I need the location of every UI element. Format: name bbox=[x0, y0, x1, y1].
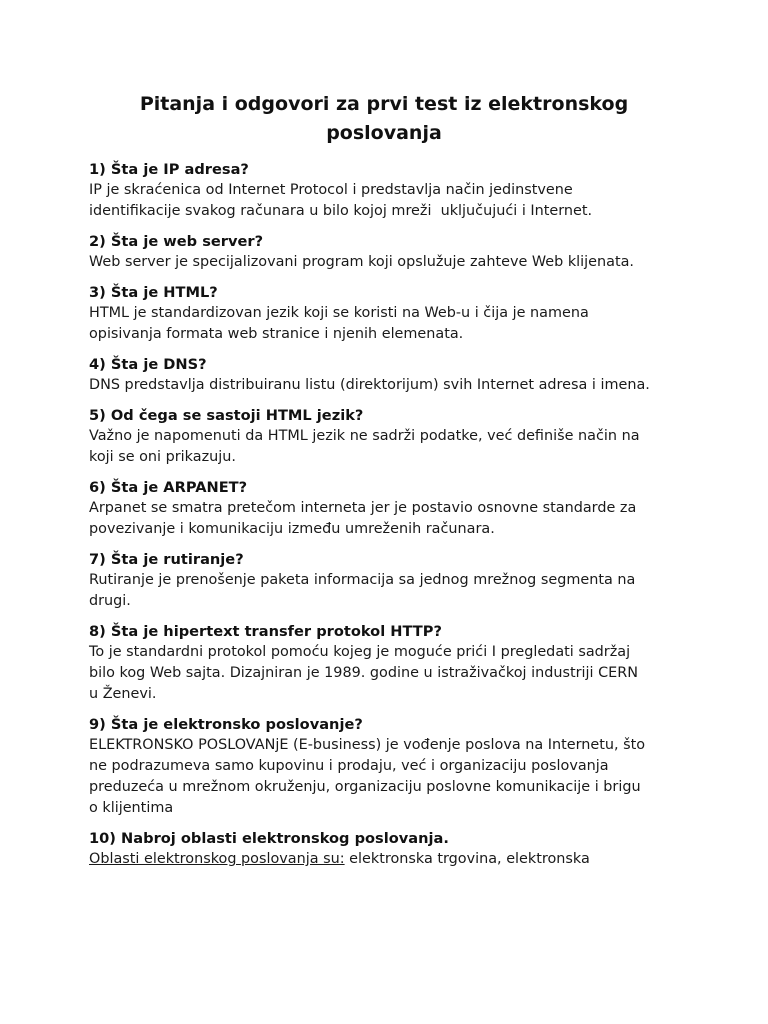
answer-line: To je standardni protokol pomoću kojeg je moguće prići I pregledati sadržaj bbox=[89, 644, 631, 660]
question-4: 4) Šta je DNS? bbox=[89, 356, 207, 373]
answer-line: bilo kog Web sajta. Dizajniran je 1989. godine u istraživačkoj industriji CERN bbox=[89, 665, 639, 681]
answer-line: koji se oni prikazuju. bbox=[89, 449, 236, 465]
qa-item-4 bbox=[89, 354, 689, 396]
answer-line: preduzeća u mrežnom okruženju, organizaciju poslovne komunikacije i brigu bbox=[89, 779, 641, 795]
question-9: 9) Šta je elektronsko poslovanje? bbox=[89, 716, 363, 733]
answer-8 bbox=[89, 642, 689, 705]
answer-9 bbox=[89, 735, 689, 819]
question-10: 10) Nabroj oblasti elektronskog poslovanja. bbox=[89, 830, 449, 847]
answer-10 bbox=[89, 849, 689, 870]
question-2: 2) Šta je web server? bbox=[89, 233, 264, 250]
answer-line bbox=[89, 849, 689, 870]
title-line-2: poslovanja bbox=[326, 122, 442, 144]
question-5: 5) Od čega se sastoji HTML jezik? bbox=[89, 407, 364, 424]
answer-line: ne podrazumeva samo kupovinu i prodaju, već i organizaciju poslovanja bbox=[89, 758, 609, 774]
answer-rest: elektronska trgovina, elektronska bbox=[344, 851, 590, 867]
answer-line: Web server je specijalizovani program koji opslužuje zahteve Web klijenata. bbox=[89, 254, 634, 270]
answer-3 bbox=[89, 303, 689, 345]
question-8: 8) Šta je hipertext transfer protokol HTTP? bbox=[89, 623, 442, 640]
qa-item-8 bbox=[89, 621, 689, 705]
answer-6 bbox=[89, 498, 689, 540]
answer-2 bbox=[89, 252, 689, 273]
answer-line: opisivanja formata web stranice i njenih elemenata. bbox=[89, 326, 464, 342]
answer-7 bbox=[89, 570, 689, 612]
answer-line: Rutiranje je prenošenje paketa informacija sa jednog mrežnog segmenta na bbox=[89, 572, 636, 588]
answer-4 bbox=[89, 375, 689, 396]
answer-line: IP je skraćenica od Internet Protocol i predstavlja način jedinstvene bbox=[89, 182, 573, 198]
answer-line: u Ženevi. bbox=[89, 686, 157, 702]
question-7: 7) Šta je rutiranje? bbox=[89, 551, 244, 568]
qa-item-7 bbox=[89, 549, 689, 612]
qa-item-10 bbox=[89, 828, 689, 870]
qa-item-1 bbox=[89, 159, 689, 222]
answer-line: Važno je napomenuti da HTML jezik ne sadrži podatke, već definiše način na bbox=[89, 428, 640, 444]
document-title bbox=[90, 90, 678, 148]
answer-line: Arpanet se smatra pretečom interneta jer je postavio osnovne standarde za bbox=[89, 500, 637, 516]
answer-5 bbox=[89, 426, 689, 468]
qa-item-6 bbox=[89, 477, 689, 540]
answer-line: ELEKTRONSKO POSLOVANjE (E-business) je vođenje poslova na Internetu, što bbox=[89, 737, 646, 753]
answer-line: drugi. bbox=[89, 593, 131, 609]
answer-1 bbox=[89, 180, 689, 222]
question-1: 1) Šta je IP adresa? bbox=[89, 161, 249, 178]
answer-line: povezivanje i komunikaciju između umreženih računara. bbox=[89, 521, 495, 537]
qa-list bbox=[89, 159, 689, 879]
answer-line: DNS predstavlja distribuiranu listu (direktorijum) svih Internet adresa i imena. bbox=[89, 377, 650, 393]
qa-item-3 bbox=[89, 282, 689, 345]
answer-line: o klijentima bbox=[89, 800, 174, 816]
answer-underlined-lead: Oblasti elektronskog poslovanja su: bbox=[89, 851, 345, 867]
qa-item-2 bbox=[89, 231, 689, 273]
question-6: 6) Šta je ARPANET? bbox=[89, 479, 248, 496]
question-3: 3) Šta je HTML? bbox=[89, 284, 218, 301]
answer-line: identifikacije svakog računara u bilo kojoj mreži uključujući i Internet. bbox=[89, 203, 593, 219]
title-line-1: Pitanja i odgovori za prvi test iz elektronskog bbox=[139, 93, 629, 115]
qa-item-9 bbox=[89, 714, 689, 819]
answer-line: HTML je standardizovan jezik koji se koristi na Web-u i čija je namena bbox=[89, 305, 589, 321]
qa-item-5 bbox=[89, 405, 689, 468]
